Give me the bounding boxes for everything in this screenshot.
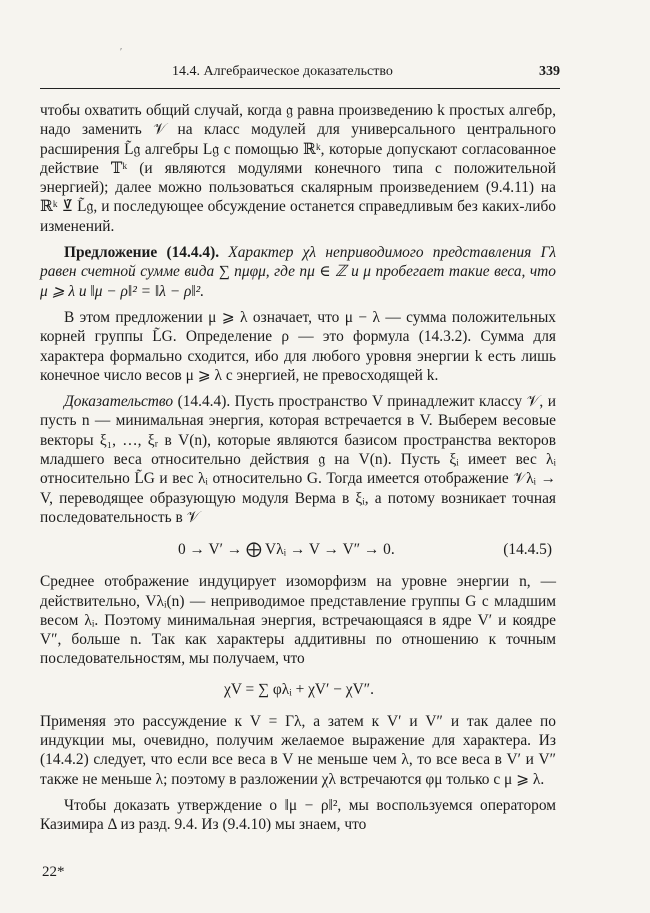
equation-14-4-5 bbox=[40, 534, 556, 566]
equation-expression: 0 → V′ → ⨁ Vλᵢ → V → V″ → 0. bbox=[178, 541, 395, 559]
character-expression: χV = ∑ φλᵢ + χV′ − χV″. bbox=[224, 680, 374, 698]
paragraph-5: Среднее отображение индуцирует изоморфизм на уровне энергии n, — действительно, Vλᵢ(n) — неприводимое представление группы G с младшим весом λᵢ. Поэтому минимальная энергия, встречающаяся в ядре V′ и коядре V″, больше n. Так как характеры аддитивны по отношению к точным последовательностям, мы получаем, что bbox=[40, 573, 556, 668]
paragraph-6: Применяя это рассуждение к V = Γλ, а затем к V′ и V″ и так далее по индукции мы, очевидно, получим желаемое выражение для характера. Из (14.4.2) следует, что если все веса в V не меньше чем λ, то все веса в V′ и V″ также не меньше λ; поэтому в разложении χλ встречаются φμ только с μ ⩾ λ. bbox=[40, 712, 556, 788]
paragraph-1: чтобы охватить общий случай, когда 𝔤 равна произведению k простых алгебр, надо заменить 𝒱 на класс модулей для универсального центрального расширения L̃𝔤 алгебры L𝔤 с помощью ℝᵏ, которые допускают согласованное действие 𝕋ᵏ (и являются модулями конечного типа с положительной энергией); далее можно пользоваться скалярным произведением (9.4.11) на ℝᵏ ⊻̃ L̃𝔤, и последующее обсуждение останется справедливым без каких-либо изменений. bbox=[40, 102, 556, 235]
page-number: 339 bbox=[539, 64, 560, 79]
proposition-text: Характер χλ неприводимого представления Γλ равен счетной сумме вида ∑ nμφμ, где nμ ∈ ℤ и μ пробегает такие веса, что μ ⩾ λ и ‖μ − ρ‖² = ‖λ − ρ‖². bbox=[40, 244, 556, 300]
proposition bbox=[40, 243, 556, 301]
equation-number: (14.4.5) bbox=[503, 541, 552, 559]
proposition-label: Предложение (14.4.4). bbox=[64, 244, 220, 262]
stray-mark: ′ bbox=[120, 47, 123, 58]
character-equation bbox=[40, 676, 556, 706]
paragraph-3: В этом предложении μ ⩾ λ означает, что μ − λ — сумма положительных корней группы L̃G. Определение ρ — это формула (14.3.2). Сумма для характера формально сходится, ибо для любого уровня энергии k есть лишь конечное число весов μ ⩾ λ с энергией, не превосходящей k. bbox=[40, 308, 556, 384]
body-text bbox=[40, 101, 556, 842]
signature-mark: 22* bbox=[42, 864, 65, 880]
header-rule bbox=[40, 88, 560, 89]
proof-paragraph bbox=[40, 392, 556, 527]
proof-text: (14.4.4). Пусть пространство V принадлежит классу 𝒱, и пусть n — минимальная энергия, которая встречается в V. Выберем весовые векторы ξ₁, …, ξᵣ в V(n), которые являются базисом пространства векторов младшего веса относительно действия 𝔤 на V(n). Пусть ξᵢ имеет вес λᵢ относительно L̃G и вес λᵢ относительно G. Тогда имеется отображение 𝒱λᵢ → V, переводящее образующую модуля Верма в ξᵢ, а потому возникает точная последовательность в 𝒱 bbox=[40, 393, 556, 526]
running-title: 14.4. Алгебраическое доказательство bbox=[172, 64, 393, 79]
paragraph-7: Чтобы доказать утверждение о ‖μ − ρ‖², мы воспользуемся оператором Казимира Δ из разд. 9.4. Из (9.4.10) мы знаем, что bbox=[40, 796, 556, 834]
proof-label: Доказательство bbox=[64, 393, 174, 411]
running-header bbox=[40, 64, 560, 84]
